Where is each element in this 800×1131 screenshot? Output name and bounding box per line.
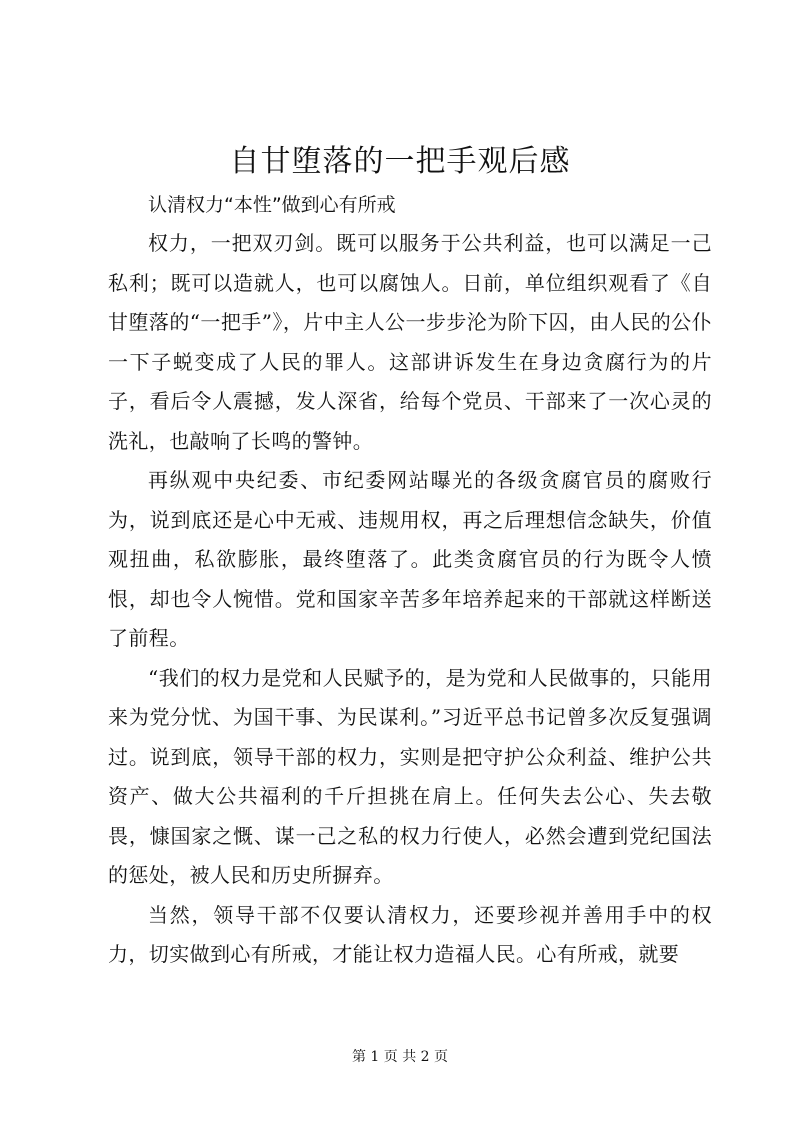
paragraph-4: 当然，领导干部不仅要认清权力，还要珍视并善用手中的权力，切实做到心有所戒，才能让权力造福人民。心有所戒，就要 <box>108 902 712 966</box>
page-number-footer: 第 1 页 共 2 页 <box>351 1049 449 1065</box>
document-body <box>108 186 712 975</box>
document-title: 自甘堕落的一把手观后感 <box>229 144 571 179</box>
paragraph-3: “我们的权力是党和人民赋予的，是为党和人民做事的，只能用来为党分忧、为国干事、为民谋利。”习近平总书记曾多次反复强调过。说到底，领导干部的权力，实则是把守护公众利益、维护公共资产、做大公共福利的千斤担挑在肩上。任何失去公心、失去敬畏，慷国家之慨、谋一己之私的权力行使人，必然会遭到党纪国法的惩处，被人民和历史所摒弃。 <box>108 665 712 887</box>
paragraph-1: 权力，一把双刃剑。既可以服务于公共利益，也可以满足一己私利；既可以造就人，也可以腐蚀人。日前，单位组织观看了《自甘堕落的“一把手”》，片中主人公一步步沦为阶下囚，由人民的公仆一下子蜕变成了人民的罪人。这部讲诉发生在身边贪腐行为的片子，看后令人震撼，发人深省，给每个党员、干部来了一次心灵的洗礼，也敲响了长鸣的警钟。 <box>108 231 712 453</box>
paragraph-2: 再纵观中央纪委、市纪委网站曝光的各级贪腐官员的腐败行为，说到底还是心中无戒、违规用权，再之后理想信念缺失，价值观扭曲，私欲膨胀，最终堕落了。此类贪腐官员的行为既令人愤恨，却也令人惋惜。党和国家辛苦多年培养起来的干部就这样断送了前程。 <box>108 468 712 650</box>
section-subheading: 认清权力“本性”做到心有所戒 <box>148 194 396 216</box>
